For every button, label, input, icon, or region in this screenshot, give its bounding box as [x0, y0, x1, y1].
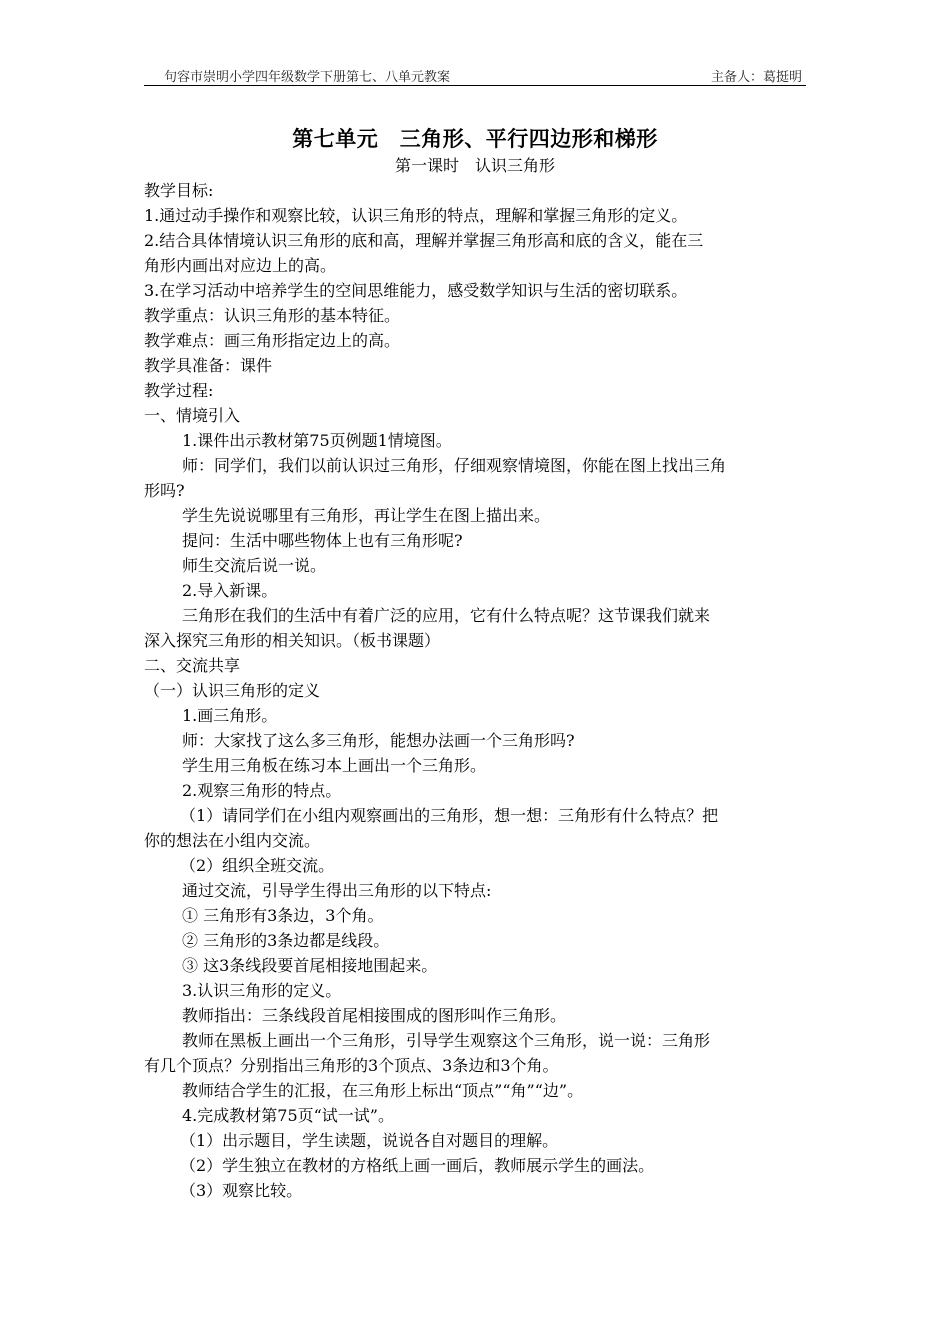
body-line: 提问：生活中哪些物体上也有三角形呢?	[182, 531, 463, 550]
body-line: 学生用三角板在练习本上画出一个三角形。	[182, 756, 487, 775]
body-line: ② 三角形的3条边都是线段。	[182, 931, 390, 950]
lesson-body	[144, 178, 808, 1203]
body-line: 3.认识三角形的定义。	[182, 981, 342, 1000]
section-heading: 一、情境引入	[144, 406, 241, 425]
body-line: （3）观察比较。	[180, 1181, 303, 1200]
body-line: ① 三角形有3条边，3个角。	[182, 906, 384, 925]
body-line: 教师结合学生的汇报，在三角形上标出“顶点”“角”“边”。	[182, 1081, 584, 1100]
body-line: 教学难点：画三角形指定边上的高。	[144, 331, 401, 350]
header-author: 主备人：葛挺明	[710, 70, 802, 85]
body-line: 4.完成教材第75页“试一试”。	[182, 1106, 394, 1125]
body-line: 3.在学习活动中培养学生的空间思维能力，感受数学知识与生活的密切联系。	[144, 281, 688, 300]
body-line: 1.课件出示教材第75页例题1情境图。	[182, 431, 452, 450]
body-line: 有几个顶点？分别指出三角形的3个顶点、3条边和3个角。	[144, 1056, 559, 1075]
body-line: （1）请同学们在小组内观察画出的三角形，想一想：三角形有什么特点？把	[180, 806, 719, 825]
header-document-title: 句容市崇明小学四年级数学下册第七、八单元教案	[164, 70, 451, 85]
body-line: 2.结合具体情境认识三角形的底和高，理解并掌握三角形高和底的含义，能在三	[144, 231, 704, 250]
body-line: 1.通过动手操作和观察比较，认识三角形的特点，理解和掌握三角形的定义。	[144, 206, 688, 225]
lesson-subtitle: 第一课时 认识三角形	[394, 156, 555, 175]
body-line: 三角形在我们的生活中有着广泛的应用，它有什么特点呢？这节课我们就来	[182, 606, 711, 625]
body-line: 2.导入新课。	[182, 581, 278, 600]
section-heading: 二、交流共享	[144, 656, 241, 675]
body-line: 通过交流，引导学生得出三角形的以下特点:	[182, 881, 492, 900]
body-line: ③ 这3条线段要首尾相接地围起来。	[182, 956, 438, 975]
body-line: 师：同学们，我们以前认识过三角形，仔细观察情境图，你能在图上找出三角	[182, 456, 727, 475]
body-line: 教学重点：认识三角形的基本特征。	[144, 306, 401, 325]
body-line: 形吗?	[144, 481, 185, 500]
header-divider	[144, 85, 806, 86]
body-line: 教学具准备：课件	[144, 356, 273, 375]
body-line: （1）出示题目，学生读题，说说各自对题目的理解。	[180, 1131, 559, 1150]
body-line: 师：大家找了这么多三角形，能想办法画一个三角形吗?	[182, 731, 575, 750]
subsection-heading: （一）认识三角形的定义	[144, 681, 321, 700]
body-line: 教学目标:	[144, 181, 214, 200]
body-line: （2）组织全班交流。	[180, 856, 335, 875]
body-line: 深入探究三角形的相关知识。（板书课题）	[144, 631, 441, 650]
page-header	[144, 66, 806, 84]
unit-title: 第七单元 三角形、平行四边形和梯形	[292, 126, 658, 151]
body-line: 师生交流后说一说。	[182, 556, 327, 575]
body-line: 教师指出：三条线段首尾相接围成的图形叫作三角形。	[182, 1006, 567, 1025]
body-line: 2.观察三角形的特点。	[182, 781, 342, 800]
body-line: 角形内画出对应边上的高。	[144, 256, 337, 275]
body-line: 教学过程:	[144, 381, 214, 400]
body-line: 学生先说说哪里有三角形，再让学生在图上描出来。	[182, 506, 551, 525]
body-line: 1.画三角形。	[182, 706, 278, 725]
body-line: 你的想法在小组内交流。	[144, 831, 321, 850]
body-line: 教师在黑板上画出一个三角形，引导学生观察这个三角形，说一说：三角形	[182, 1031, 711, 1050]
body-line: （2）学生独立在教材的方格纸上画一画后，教师展示学生的画法。	[180, 1156, 655, 1175]
